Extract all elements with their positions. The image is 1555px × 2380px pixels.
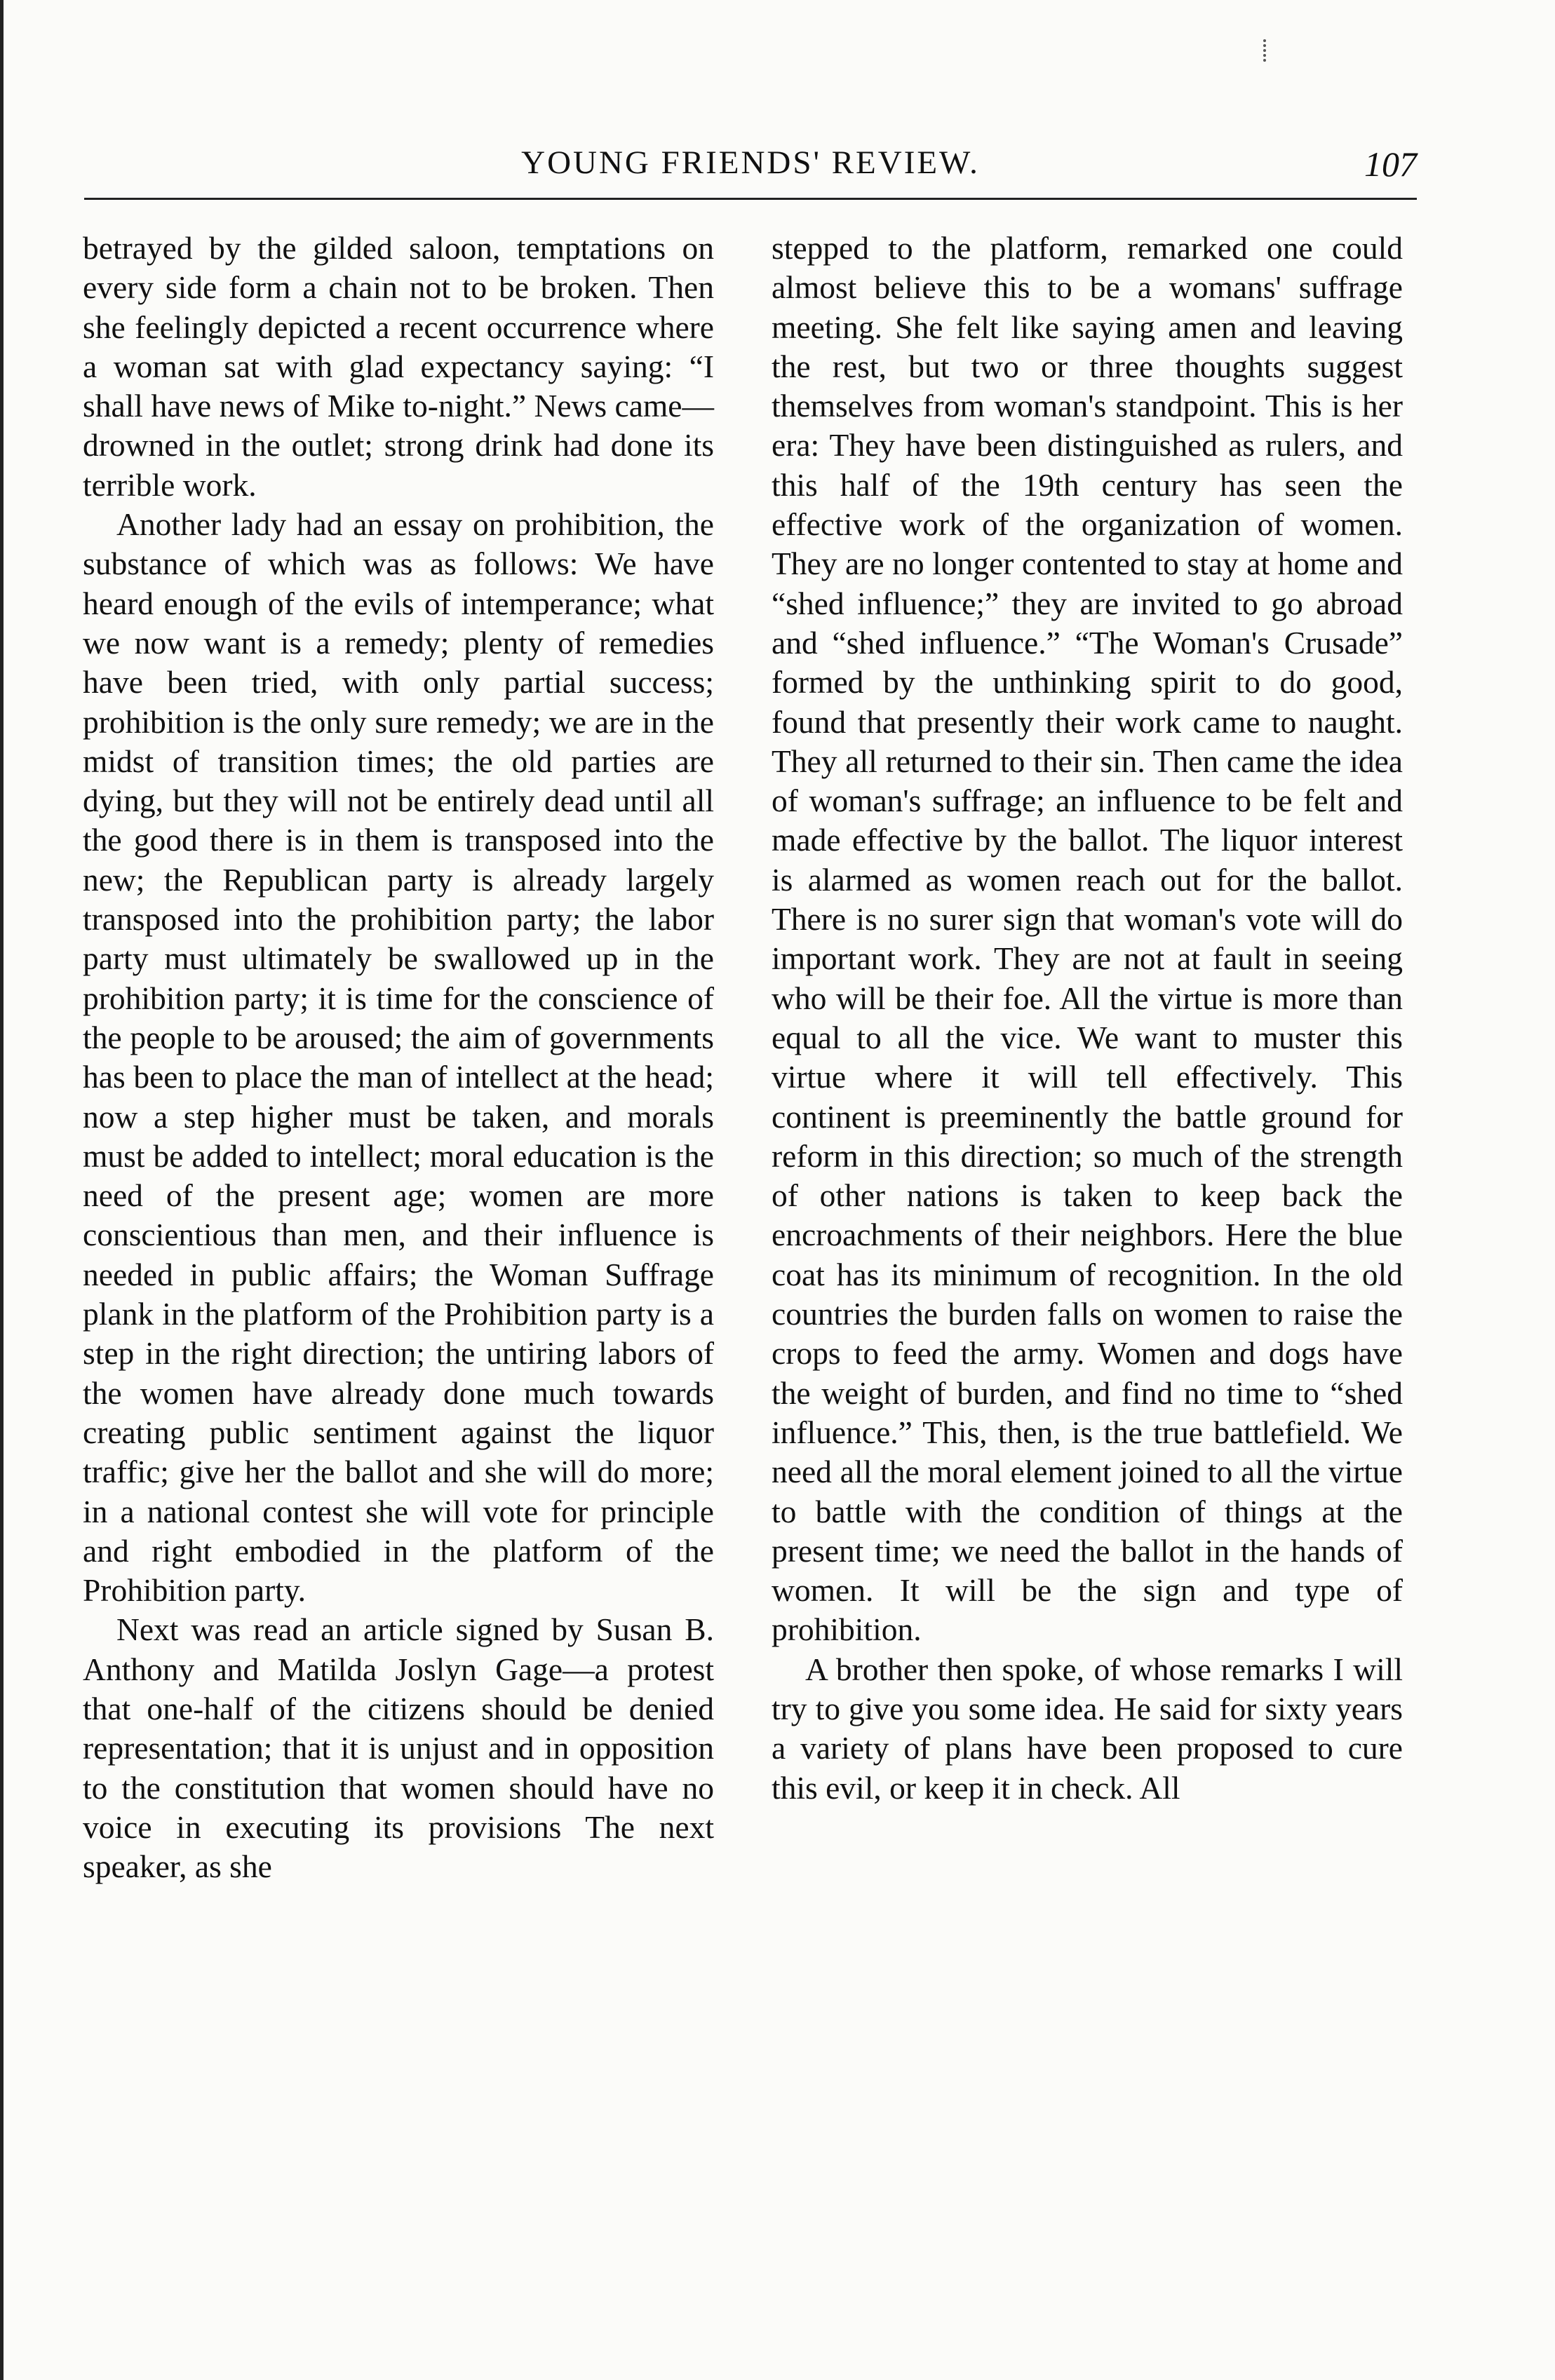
page-edge-rule — [0, 0, 4, 2380]
paragraph: betrayed by the gilded saloon, temptations on every side form a chain not to be broken. Then she feelingly depicted a recent occurrence where a woman sat with glad expectancy saying: “I shall have news of Mike to-night.” News came—drowned in the outlet; strong drink had done its terrible work. — [83, 230, 714, 503]
scan-speck — [1263, 39, 1269, 62]
running-head: YOUNG FRIENDS' REVIEW. — [521, 144, 980, 181]
paragraph: A brother then spoke, of whose remarks I will try to give you some idea. He said for sixty years a variety of plans have been proposed to cure this evil, or keep it in check. All — [772, 1651, 1403, 1806]
right-column — [772, 229, 1403, 1808]
left-column — [83, 229, 714, 1886]
header-rule — [84, 198, 1417, 200]
paragraph: Next was read an article signed by Susan B. Anthony and Matilda Joslyn Gage—a protest that one-half of the citizens should be denied representation; that it is unjust and in opposition to the constitution that women should have no voice in executing its provisions The next speaker, as she — [83, 1611, 714, 1885]
page-number: 107 — [1364, 144, 1417, 184]
paragraph: Another lady had an essay on prohibition, the substance of which was as follows: We have heard enough of the evils of intemperance; what we now want is a remedy; plenty of remedies have been tried, with only partial success; prohibition is the only sure remedy; we are in the midst of transition times; the old parties are dying, but they will not be entirely dead until all the good there is in them is transposed into the new; the Republican party is already largely transposed into the prohibition party; the labor party must ultimately be swallowed up in the prohibition party; it is time for the conscience of the people to be aroused; the aim of governments has been to place the man of intellect at the head; now a step higher must be taken, and morals must be added to intellect; moral education is the need of the present age; women are more conscientious than men, and their influence is needed in public affairs; the Woman Suffrage plank in the platform of the Prohibition party is a step in the right direction; the untiring labors of the women have already done much towards creating public sentiment against the liquor traffic; give her the ballot and she will do more; in a national contest she will vote for principle and right embodied in the platform of the Prohibition party. — [83, 506, 714, 1609]
paragraph: stepped to the platform, remarked one could almost believe this to be a womans' suffrage meeting. She felt like saying amen and leaving the rest, but two or three thoughts suggest themselves from woman's standpoint. This is her era: They have been distinguished as rulers, and this half of the 19th century has seen the effective work of the organization of women. They are no longer contented to stay at home and “shed influence;” they are invited to go abroad and “shed influence.” “The Woman's Crusade” formed by the unthinking spirit to do good, found that presently their work came to naught. They all returned to their sin. Then came the idea of woman's suffrage; an influence to be felt and made effective by the ballot. The liquor interest is alarmed as women reach out for the ballot. There is no surer sign that woman's vote will do important work. They are not at fault in seeing who will be their foe. All the virtue is more than equal to all the vice. We want to muster this virtue where it will tell effectively. This continent is preeminently the battle ground for reform in this direction; so much of the strength of other nations is taken to keep back the encroachments of their neighbors. Here the blue coat has its minimum of recognition. In the old countries the burden falls on women to raise the crops to feed the army. Women and dogs have the weight of burden, and find no time to “shed influence.” This, then, is the true battlefield. We need all the moral element joined to all the virtue to battle with the condition of things at the present time; we need the ballot in the hands of women. It will be the sign and type of prohibition. — [772, 230, 1403, 1648]
page-header — [84, 144, 1417, 193]
